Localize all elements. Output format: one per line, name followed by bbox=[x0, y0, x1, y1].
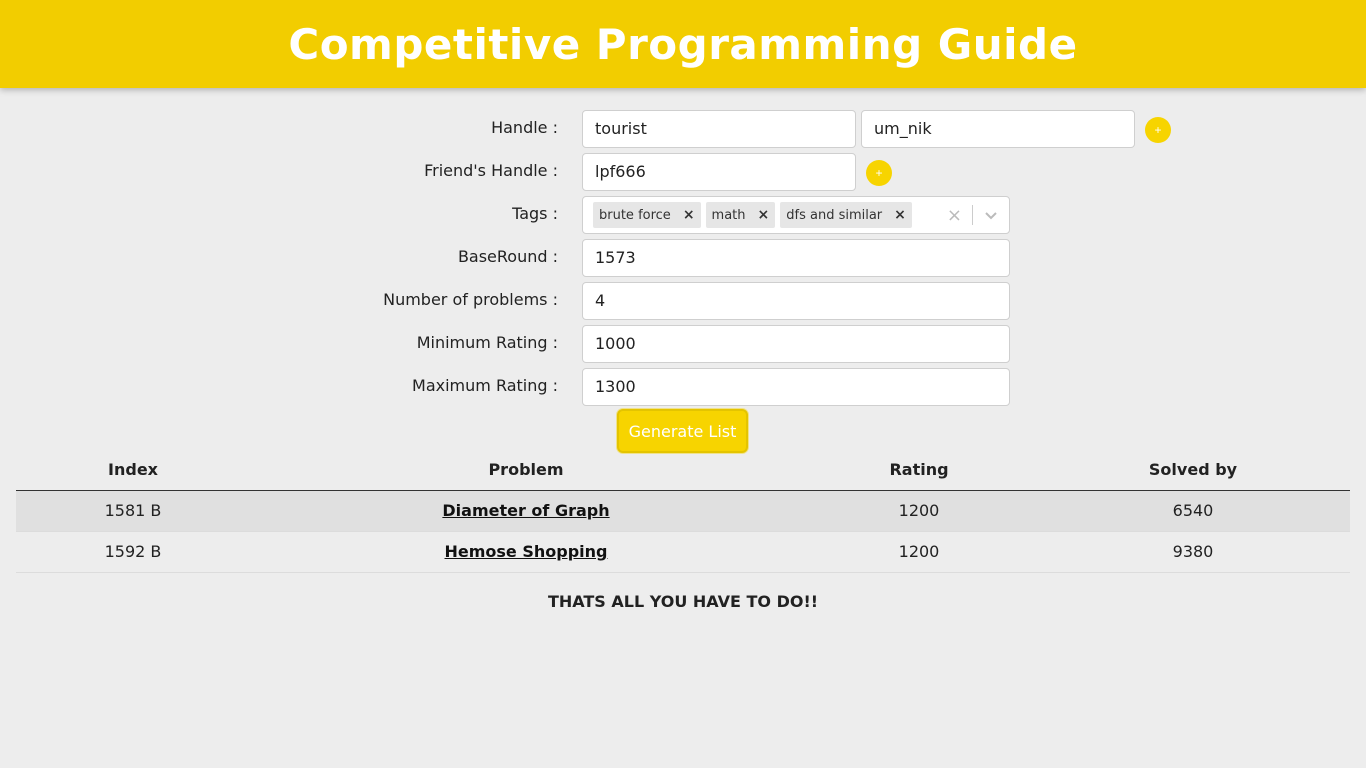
tag-chip-label: dfs and similar bbox=[786, 207, 883, 223]
handle-input-2[interactable]: um_nik bbox=[861, 110, 1135, 148]
problem-rating: 1200 bbox=[802, 490, 1036, 531]
chevron-down-icon[interactable] bbox=[973, 207, 1009, 223]
max-rating-label: Maximum Rating : bbox=[412, 376, 558, 395]
header-bar bbox=[0, 0, 1366, 88]
max-rating-input[interactable]: 1300 bbox=[582, 368, 1010, 406]
add-friend-button[interactable]: + bbox=[866, 160, 892, 186]
remove-tag-icon[interactable]: × bbox=[682, 207, 695, 223]
remove-tag-icon[interactable]: × bbox=[894, 207, 906, 223]
completion-message: THATS ALL YOU HAVE TO DO!! bbox=[547, 592, 819, 611]
column-header-index: Index bbox=[16, 450, 250, 490]
num-problems-label: Number of problems : bbox=[383, 290, 558, 309]
page-title: Competitive Programming Guide bbox=[288, 19, 1078, 69]
problems-table bbox=[16, 450, 1350, 573]
table-row bbox=[16, 531, 1350, 572]
min-rating-input[interactable]: 1000 bbox=[582, 325, 1010, 363]
column-header-solved: Solved by bbox=[1036, 450, 1350, 490]
problem-cell bbox=[250, 531, 802, 572]
remove-tag-icon[interactable]: × bbox=[757, 207, 770, 223]
tag-chip bbox=[780, 202, 912, 228]
add-handle-button[interactable]: + bbox=[1145, 117, 1171, 143]
friend-handle-input[interactable]: lpf666 bbox=[582, 153, 856, 191]
tag-chip bbox=[593, 202, 701, 228]
baseround-label: BaseRound : bbox=[457, 247, 558, 266]
handle-input-1[interactable]: tourist bbox=[582, 110, 856, 148]
problem-solved-count: 9380 bbox=[1036, 531, 1350, 572]
problem-rating: 1200 bbox=[802, 531, 1036, 572]
clear-tags-icon[interactable]: × bbox=[946, 204, 962, 226]
tags-label: Tags : bbox=[512, 204, 558, 223]
column-header-problem: Problem bbox=[250, 450, 802, 490]
friend-handle-label: Friend's Handle : bbox=[424, 161, 558, 180]
tag-chip-label: brute force bbox=[599, 207, 671, 223]
tags-select[interactable] bbox=[582, 196, 1010, 234]
generate-list-button[interactable]: Generate List bbox=[617, 409, 748, 453]
table-row bbox=[16, 490, 1350, 531]
handle-label: Handle : bbox=[491, 118, 558, 137]
problem-link[interactable]: Hemose Shopping bbox=[444, 542, 608, 561]
baseround-input[interactable]: 1573 bbox=[582, 239, 1010, 277]
problem-link[interactable]: Diameter of Graph bbox=[442, 501, 610, 520]
problem-cell bbox=[250, 490, 802, 531]
tags-controls bbox=[937, 197, 1009, 233]
min-rating-label: Minimum Rating : bbox=[416, 333, 558, 352]
problem-index: 1581 B bbox=[16, 490, 250, 531]
problem-solved-count: 6540 bbox=[1036, 490, 1350, 531]
table-header-row bbox=[16, 450, 1350, 490]
column-header-rating: Rating bbox=[802, 450, 1036, 490]
tag-chip bbox=[706, 202, 776, 228]
num-problems-input[interactable]: 4 bbox=[582, 282, 1010, 320]
problem-index: 1592 B bbox=[16, 531, 250, 572]
tag-chip-label: math bbox=[711, 207, 746, 223]
